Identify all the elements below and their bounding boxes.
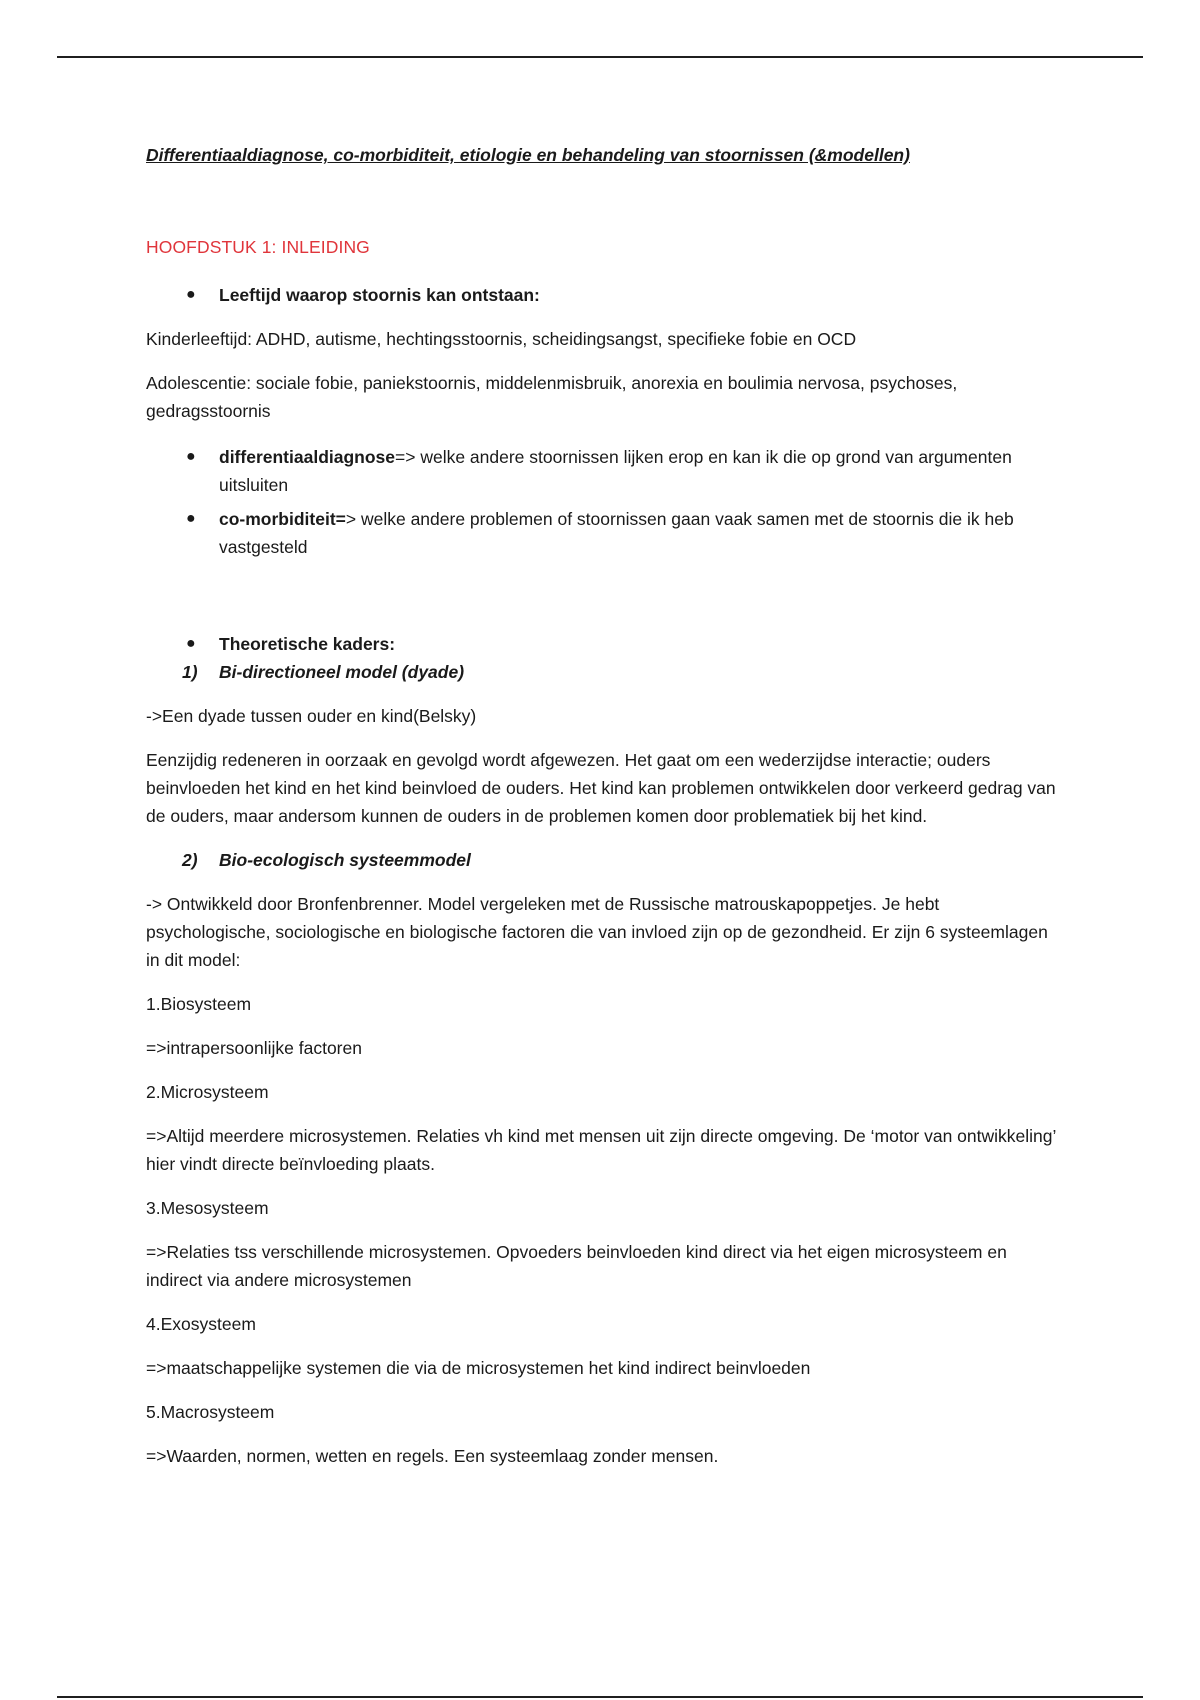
system-3-desc: =>Relaties tss verschillende microsystemen. Opvoeders beinvloeden kind direct via het eigen microsysteem en indirect via andere microsystemen [146, 1242, 1007, 1290]
comorbidity-text: > welke andere problemen of stoornissen gaan vaak samen met de stoornis die ik heb vastgesteld [219, 509, 1014, 557]
chapter-heading: HOOFDSTUK 1: INLEIDING [146, 237, 370, 257]
model2-number: 2) [182, 850, 198, 870]
bullet-theory [146, 630, 1066, 658]
adolescence-line: Adolescentie: sociale fobie, paniekstoornis, middelenmisbruik, anorexia en boulimia nervosa, psychoses, gedragsstoornis [146, 373, 958, 421]
model1-paragraph: Eenzijdig redeneren in oorzaak en gevolgd wordt afgewezen. Het gaat om een wederzijdse interactie; ouders beinvloeden het kind en het kind beinvloed de ouders. Het kind kan problemen ontwikkelen door verkeerd gedrag van de ouders, maar andersom kunnen de ouders in de problemen komen door problematiek bij het kind. [146, 750, 1056, 826]
system-2-desc: =>Altijd meerdere microsystemen. Relaties vh kind met mensen uit zijn directe omgeving. De ‘motor van ontwikkeling’ hier vindt directe beïnvloeding plaats. [146, 1126, 1056, 1174]
model1-number: 1) [182, 662, 198, 682]
differential-term: differentiaaldiagnose [219, 447, 396, 467]
top-rule [57, 56, 1143, 58]
bullet-comorbidity [146, 505, 1066, 561]
page-content [146, 141, 1066, 1470]
bullet-icon: ● [186, 448, 196, 465]
differential-text: => welke andere stoornissen lijken erop en kan ik die op grond van argumenten uitsluiten [219, 447, 1012, 495]
bullet-differential [146, 443, 1066, 499]
bullet-icon: ● [186, 635, 196, 652]
model2-paragraph: -> Ontwikkeld door Bronfenbrenner. Model vergeleken met de Russische matrouskapoppetjes. Je hebt psychologische, sociologische en biologische factoren die van invloed zijn op de gezondheid. Er zijn 6 systeemlagen in dit model: [146, 894, 1048, 970]
system-3-name: 3.Mesosysteem [146, 1198, 269, 1218]
model1-title: Bi-directioneel model (dyade) [219, 662, 465, 682]
childhood-line: Kinderleeftijd: ADHD, autisme, hechtingsstoornis, scheidingsangst, specifieke fobie en OCD [146, 329, 857, 349]
system-4-name: 4.Exosysteem [146, 1314, 256, 1334]
model2-title: Bio-ecologisch systeemmodel [219, 850, 471, 870]
comorbidity-term: co-morbiditeit= [219, 509, 346, 529]
system-1-name: 1.Biosysteem [146, 994, 252, 1014]
bullet-icon: ● [186, 286, 196, 303]
model1-line: ->Een dyade tussen ouder en kind(Belsky) [146, 706, 477, 726]
system-4-desc: =>maatschappelijke systemen die via de microsystemen het kind indirect beinvloeden [146, 1358, 811, 1378]
theory-label: Theoretische kaders: [219, 634, 396, 654]
system-1-desc: =>intrapersoonlijke factoren [146, 1038, 362, 1058]
bullet-age-onset [146, 281, 1066, 309]
bottom-rule [57, 1696, 1143, 1698]
bullet-age-onset-label: Leeftijd waarop stoornis kan ontstaan: [219, 285, 540, 305]
system-2-name: 2.Microsysteem [146, 1082, 269, 1102]
model2-heading [146, 846, 1066, 874]
bullet-icon: ● [186, 510, 196, 527]
document-title: Differentiaaldiagnose, co-morbiditeit, etiologie en behandeling van stoornissen (&modellen) [146, 145, 910, 165]
model1-heading [146, 658, 1066, 686]
system-5-name: 5.Macrosysteem [146, 1402, 275, 1422]
system-5-desc: =>Waarden, normen, wetten en regels. Een systeemlaag zonder mensen. [146, 1446, 719, 1466]
